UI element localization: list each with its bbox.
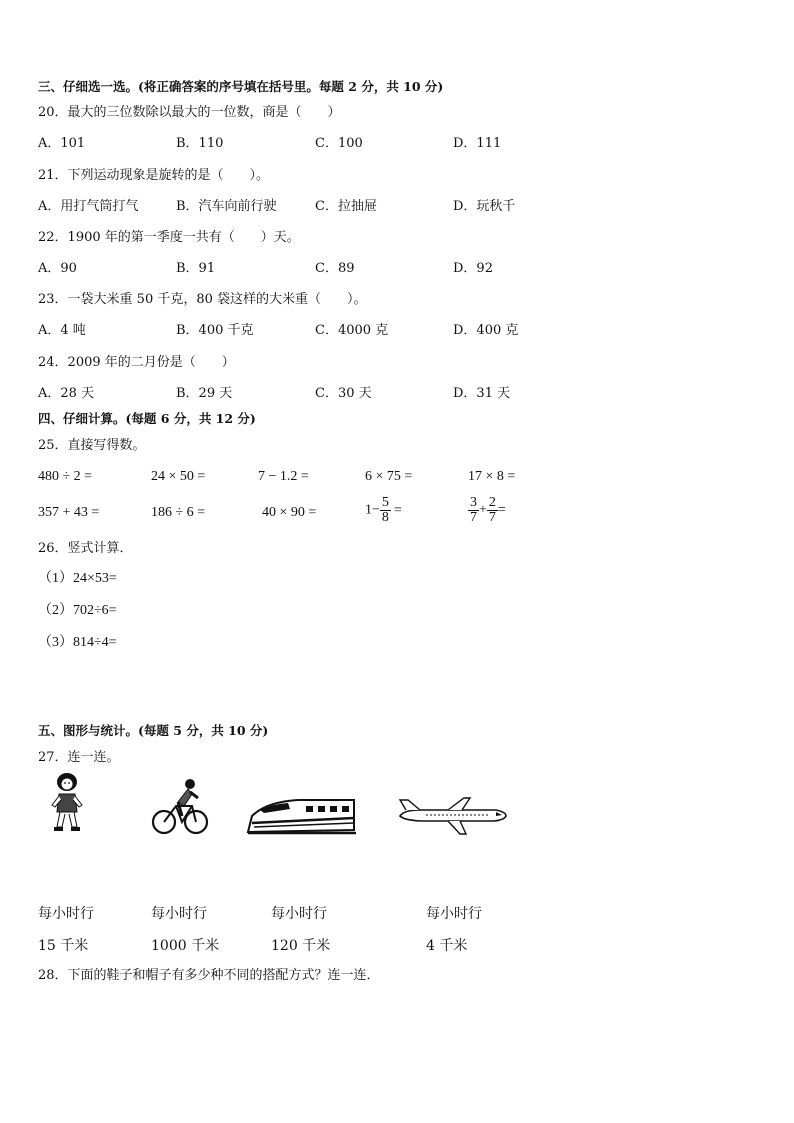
- frac2-plus: +: [479, 502, 487, 518]
- frac2-numerator-1: 3: [470, 495, 477, 510]
- section-5-title: 五、图形与统计。(每题 5 分，共 10 分): [38, 723, 269, 738]
- q23-option-b: B．400 千克: [176, 323, 254, 338]
- speed-value-2: 1000 千米: [151, 938, 220, 954]
- walking-girl-icon: [46, 772, 88, 834]
- frac1-equals: =: [393, 502, 402, 518]
- q21-option-b: B．汽车向前行驶: [176, 199, 277, 214]
- section-3-title: 三、仔细选一选。(将正确答案的序号填在括号里。每题 2 分，共 10 分): [38, 79, 444, 94]
- speed-value-3: 120 千米: [271, 938, 331, 954]
- airplane-icon: [396, 796, 508, 836]
- frac1-denominator: 8: [381, 510, 389, 525]
- calc-357-plus-43: 357 + 43 =: [38, 505, 100, 520]
- q20-option-d: D．111: [453, 136, 502, 151]
- speed-label-prefix-4: 每小时行: [426, 906, 482, 922]
- frac2-denominator-1: 7: [470, 510, 477, 525]
- question-28-stem: 28．下面的鞋子和帽子有多少种不同的搭配方式？连一连．: [38, 968, 380, 983]
- vertical-calc-3: （3）814÷4=: [38, 635, 117, 650]
- question-22-stem: 22．1900 年的第一季度一共有（ ）天。: [38, 230, 300, 245]
- frac2-equals: =: [497, 502, 506, 518]
- calc-6-mul-75: 6 × 75 =: [365, 469, 413, 484]
- fraction-2-7: [487, 496, 498, 525]
- q23-option-d: D．400 克: [453, 323, 519, 338]
- q21-option-a: A．用打气筒打气: [38, 199, 139, 214]
- calc-24-mul-50: 24 × 50 =: [151, 469, 206, 484]
- high-speed-train-icon: [246, 796, 358, 838]
- vertical-calc-2: （2）702÷6=: [38, 603, 117, 618]
- calc-3-7-plus-2-7: [468, 496, 506, 525]
- cyclist-icon: [150, 776, 210, 836]
- q21-option-d: D．玩秋千: [453, 199, 516, 214]
- q22-option-a: A．90: [38, 261, 77, 276]
- q23-option-a: A．4 吨: [38, 323, 86, 338]
- question-24-stem: 24．2009 年的二月份是（ ）: [38, 355, 235, 370]
- q24-option-d: D．31 天: [453, 386, 511, 401]
- question-26-stem: 26．竖式计算．: [38, 541, 133, 556]
- speed-value-1: 15 千米: [38, 938, 89, 954]
- q23-option-c: C．4000 克: [315, 323, 389, 338]
- question-21-stem: 21．下列运动现象是旋转的是（ ）。: [38, 168, 270, 183]
- question-25-stem: 25．直接写得数。: [38, 438, 146, 453]
- frac2-numerator-2: 2: [488, 495, 496, 510]
- q20-option-a: A．101: [38, 136, 86, 151]
- speed-label-prefix-3: 每小时行: [271, 906, 327, 922]
- q24-option-c: C．30 天: [315, 386, 372, 401]
- fraction-5-8: [380, 496, 391, 525]
- q24-option-a: A．28 天: [38, 386, 95, 401]
- speed-label-prefix-1: 每小时行: [38, 906, 94, 922]
- q22-option-b: B．91: [176, 261, 216, 276]
- q21-option-c: C．拉抽屉: [315, 199, 377, 214]
- question-23-stem: 23．一袋大米重 50 千克，80 袋这样的大米重（ ）。: [38, 292, 367, 307]
- question-27-stem: 27．连一连。: [38, 750, 120, 765]
- question-20-stem: 20．最大的三位数除以最大的一位数，商是（ ）: [38, 105, 341, 120]
- calc-7-minus-1-2: 7 − 1.2 =: [258, 469, 309, 484]
- vertical-calc-1: （1）24×53=: [38, 571, 117, 586]
- q20-option-c: C．100: [315, 136, 363, 151]
- frac1-numerator: 5: [381, 495, 389, 510]
- speed-label-prefix-2: 每小时行: [151, 906, 207, 922]
- q20-option-b: B．110: [176, 136, 224, 151]
- q24-option-b: B．29 天: [176, 386, 233, 401]
- section-4-title: 四、仔细计算。(每题 6 分，共 12 分): [38, 411, 256, 426]
- calc-186-div-6: 186 ÷ 6 =: [151, 505, 206, 520]
- calc-17-mul-8: 17 × 8 =: [468, 469, 516, 484]
- calc-40-mul-90: 40 × 90 =: [262, 505, 317, 520]
- calc-480-div-2: 480 ÷ 2 =: [38, 469, 93, 484]
- fraction-3-7: [468, 496, 479, 525]
- speed-value-4: 4 千米: [426, 938, 468, 954]
- calc-1-minus-5-8: [365, 496, 402, 525]
- frac1-lead: 1−: [365, 502, 380, 518]
- frac2-denominator-2: 7: [488, 510, 496, 525]
- q22-option-c: C．89: [315, 261, 355, 276]
- q22-option-d: D．92: [453, 261, 493, 276]
